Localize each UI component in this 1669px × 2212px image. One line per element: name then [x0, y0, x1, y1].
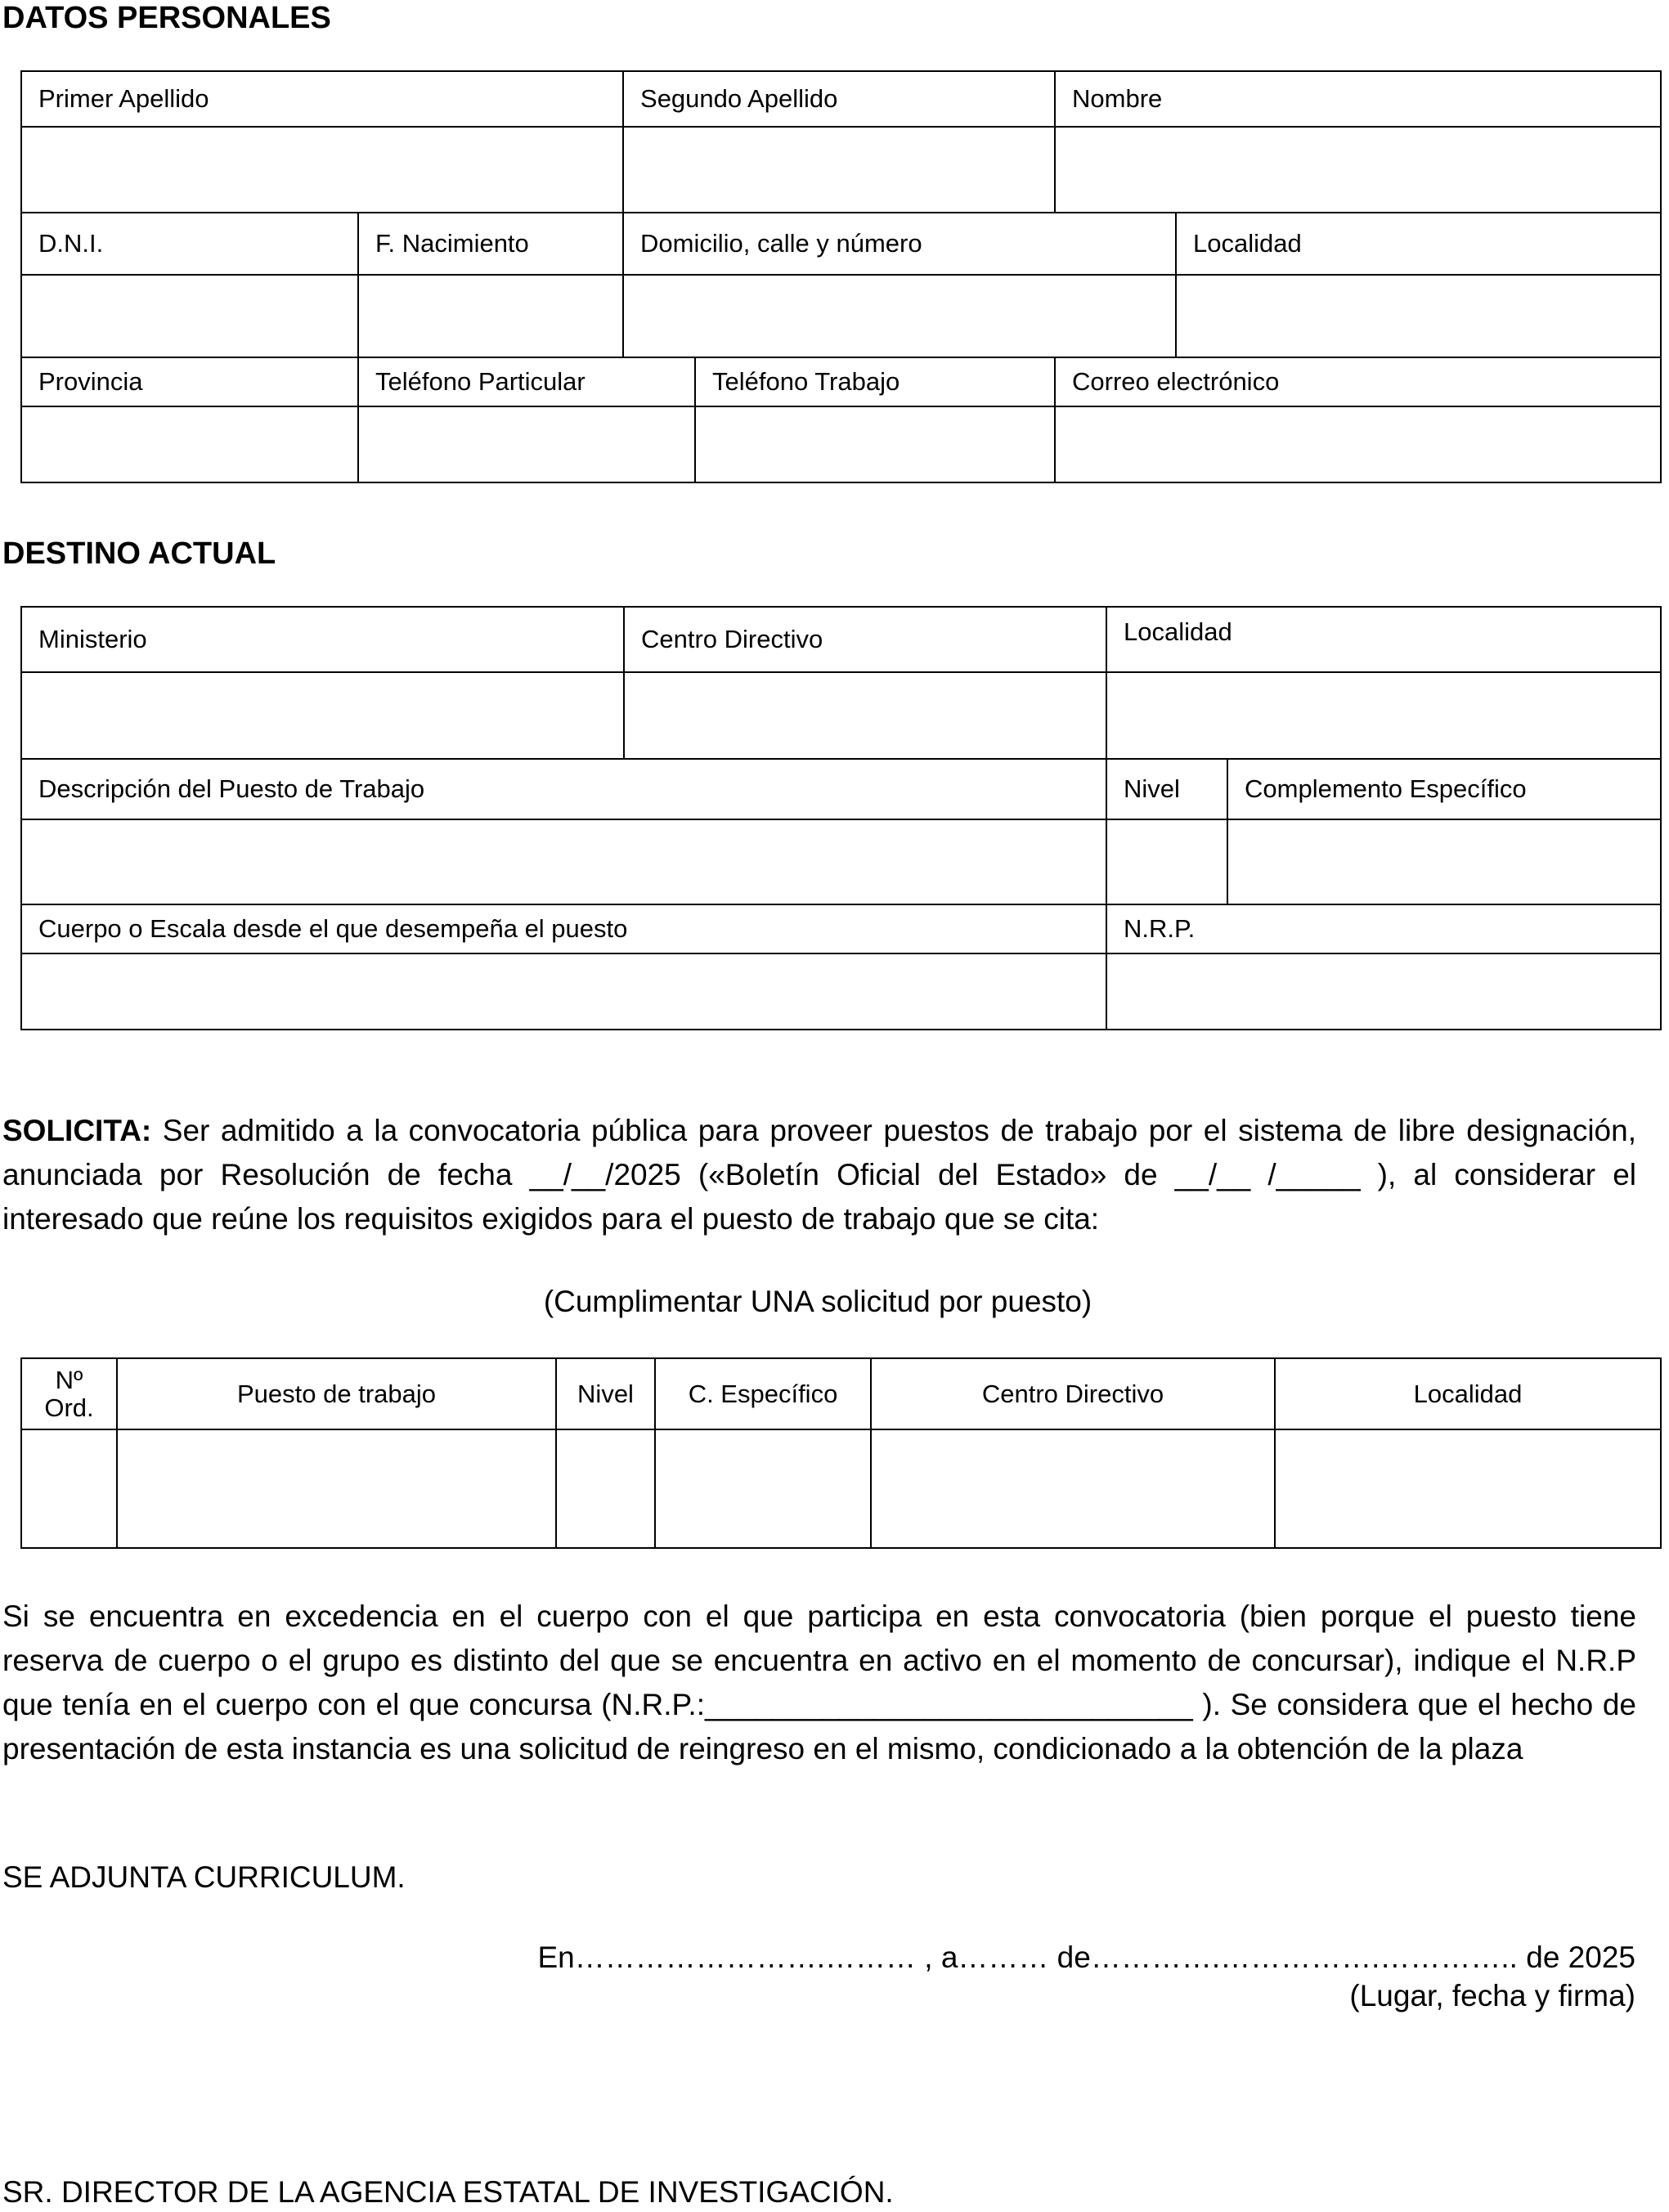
- telefono-particular-label: Teléfono Particular: [358, 357, 695, 406]
- complemento-label: Complemento Específico: [1227, 759, 1661, 819]
- jobs-puesto-field[interactable]: [117, 1429, 556, 1548]
- jobs-header-nivel: Nivel: [556, 1358, 655, 1429]
- descripcion-label: Descripción del Puesto de Trabajo: [21, 759, 1106, 819]
- nivel-field[interactable]: [1106, 819, 1227, 904]
- domicilio-label: Domicilio, calle y número: [623, 213, 1176, 275]
- solicita-text: Ser admitido a la convocatoria pública para proveer puestos de trabajo por el sistema de libre designación, anunciada por Resolución de fecha __/__/2025 («Boletín Oficial del Estado» de __/__ /_____ ), al considerar el interesado que reúne los requisitos exigidos para el puesto de trabajo que se cita:: [2, 1114, 1636, 1236]
- destino-localidad-label: Localidad: [1106, 607, 1661, 672]
- dni-field[interactable]: [21, 275, 358, 357]
- primer-apellido-field[interactable]: [21, 127, 623, 213]
- signature-caption: (Lugar, fecha y firma): [1349, 1979, 1635, 2012]
- descripcion-field[interactable]: [21, 819, 1106, 904]
- dni-label: D.N.I.: [21, 213, 358, 275]
- centro-directivo-label: Centro Directivo: [624, 607, 1106, 672]
- jobs-header-puesto: Puesto de trabajo: [117, 1358, 556, 1429]
- adjunta-curriculum: SE ADJUNTA CURRICULUM.: [2, 1860, 406, 1894]
- nombre-field[interactable]: [1055, 127, 1661, 213]
- destino-heading: DESTINO ACTUAL: [2, 536, 276, 571]
- domicilio-field[interactable]: [623, 275, 1176, 357]
- provincia-field[interactable]: [21, 406, 358, 482]
- segundo-apellido-label: Segundo Apellido: [623, 71, 1055, 127]
- telefono-trabajo-field[interactable]: [695, 406, 1055, 482]
- primer-apellido-label: Primer Apellido: [21, 71, 623, 127]
- telefono-trabajo-label: Teléfono Trabajo: [695, 357, 1055, 406]
- jobs-header-centro: Centro Directivo: [871, 1358, 1275, 1429]
- ministerio-field[interactable]: [21, 672, 624, 759]
- jobs-especifico-field[interactable]: [655, 1429, 871, 1548]
- nacimiento-label: F. Nacimiento: [358, 213, 623, 275]
- segundo-apellido-field[interactable]: [623, 127, 1055, 213]
- solicita-lead: SOLICITA:: [2, 1114, 152, 1147]
- complemento-field[interactable]: [1227, 819, 1661, 904]
- solicita-paragraph: [2, 1109, 1636, 1241]
- nombre-label: Nombre: [1055, 71, 1661, 127]
- solicitud-note: (Cumplimentar UNA solicitud por puesto): [543, 1285, 1092, 1318]
- telefono-particular-field[interactable]: [358, 406, 695, 482]
- ministerio-label: Ministerio: [21, 607, 624, 672]
- correo-field[interactable]: [1055, 406, 1661, 482]
- cuerpo-field[interactable]: [21, 953, 1106, 1030]
- excedencia-paragraph: Si se encuentra en excedencia en el cuerpo con el que participa en esta convocatoria (bien porque el puesto tiene reserva de cuerpo o el grupo es distinto del que se encuentra en activo en el momento de concursar), indique el N.R.P que tenía en el cuerpo con el que concursa (N.R.P.:_____________________________ ). Se considera que el hecho de presentación de esta instancia es una solicitud de reingreso en el mismo, condicionado a la obtención de la plaza: [2, 1600, 1636, 1766]
- jobs-localidad-field[interactable]: [1275, 1429, 1661, 1548]
- personal-heading: DATOS PERSONALES: [2, 1, 331, 35]
- jobs-nord-field[interactable]: [21, 1429, 117, 1548]
- centro-directivo-field[interactable]: [624, 672, 1106, 759]
- destino-table: [20, 606, 1662, 1030]
- nrp-label: N.R.P.: [1106, 904, 1661, 953]
- nacimiento-field[interactable]: [358, 275, 623, 357]
- signature-line: En…………………….……… , a……… de………….…………….………….. de 2025: [537, 1941, 1635, 1974]
- jobs-nivel-field[interactable]: [556, 1429, 655, 1548]
- destino-localidad-field[interactable]: [1106, 672, 1661, 759]
- cuerpo-label: Cuerpo o Escala desde el que desempeña el puesto: [21, 904, 1106, 953]
- localidad-label: Localidad: [1176, 213, 1661, 275]
- nivel-label: Nivel: [1106, 759, 1227, 819]
- jobs-header-localidad: Localidad: [1275, 1358, 1661, 1429]
- addressee: SR. DIRECTOR DE LA AGENCIA ESTATAL DE INVESTIGACIÓN.: [2, 2175, 894, 2209]
- jobs-header-especifico: C. Específico: [655, 1358, 871, 1429]
- jobs-centro-field[interactable]: [871, 1429, 1275, 1548]
- jobs-table: [20, 1357, 1662, 1549]
- localidad-field[interactable]: [1176, 275, 1661, 357]
- correo-label: Correo electrónico: [1055, 357, 1661, 406]
- provincia-label: Provincia: [21, 357, 358, 406]
- personal-data-table: [20, 70, 1662, 483]
- nrp-field[interactable]: [1106, 953, 1661, 1030]
- jobs-header-nord: Nº Ord.: [21, 1358, 117, 1429]
